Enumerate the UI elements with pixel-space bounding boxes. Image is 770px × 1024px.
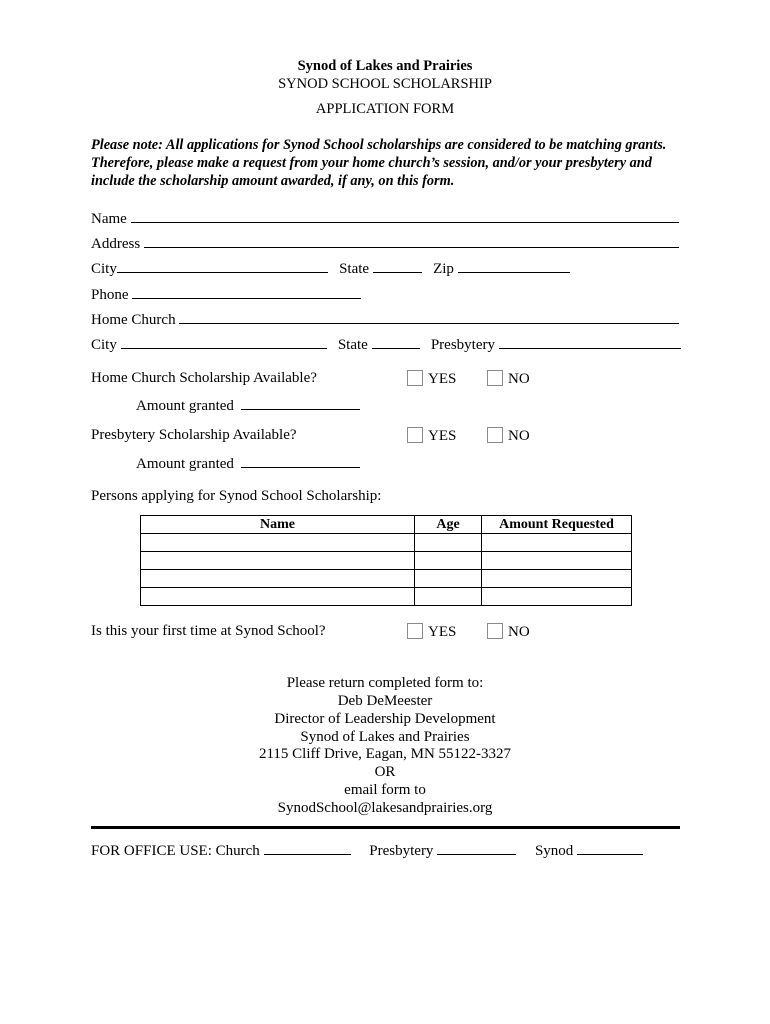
checkbox-icon[interactable] (407, 427, 423, 443)
office-synod-label: Synod (534, 843, 574, 859)
home-church-amount-row (136, 395, 360, 415)
home-church-row (91, 309, 679, 329)
email-label: email form to (344, 782, 426, 798)
checkbox-icon[interactable] (487, 427, 503, 443)
table-header-row (141, 516, 632, 534)
header-org: Synod of Lakes and Prairies (297, 58, 473, 74)
home-church-amount-field[interactable] (241, 395, 360, 410)
home-church-no-option[interactable] (487, 370, 530, 388)
checkbox-icon[interactable] (487, 623, 503, 639)
city-label: City (91, 261, 117, 277)
no-label: NO (508, 624, 530, 640)
home-church-yes-option[interactable] (407, 370, 456, 388)
presbytery-no-option[interactable] (487, 427, 530, 445)
address-row (91, 233, 679, 253)
office-use-row (91, 840, 643, 860)
office-church-field[interactable] (264, 840, 351, 855)
return-line: Please return completed form to: (286, 675, 484, 691)
column-header-age: Age (415, 516, 482, 534)
divider (91, 826, 680, 829)
contact-title: Director of Leadership Development (274, 711, 496, 727)
amount-granted-label: Amount granted (136, 398, 234, 414)
office-presbytery-label: Presbytery (369, 843, 434, 859)
checkbox-icon[interactable] (487, 370, 503, 386)
state-label: State (339, 261, 370, 277)
persons-table (140, 515, 632, 606)
contact-email[interactable]: SynodSchool@lakesandprairies.org (277, 800, 493, 816)
table-cell[interactable] (141, 534, 415, 552)
contact-address: 2115 Cliff Drive, Eagan, MN 55122-3327 (258, 746, 512, 762)
first-time-no-option[interactable] (487, 623, 530, 641)
first-time-yes-option[interactable] (407, 623, 456, 641)
city-field[interactable] (117, 258, 328, 273)
presbytery-scholarship-question: Presbytery Scholarship Available? (91, 427, 297, 443)
name-label: Name (91, 211, 127, 227)
church-city-row (91, 334, 681, 354)
address-label: Address (91, 236, 141, 252)
table-cell[interactable] (141, 570, 415, 588)
table-cell[interactable] (482, 570, 632, 588)
table-cell[interactable] (482, 534, 632, 552)
table-cell[interactable] (482, 588, 632, 606)
name-row (91, 208, 679, 228)
table-cell[interactable] (482, 552, 632, 570)
city-row (91, 258, 570, 278)
yes-label: YES (428, 624, 457, 640)
church-state-field[interactable] (372, 334, 420, 349)
church-city-label: City (91, 337, 117, 353)
column-header-amount: Amount Requested (482, 516, 632, 534)
yes-label: YES (428, 428, 457, 444)
yes-label: YES (428, 371, 457, 387)
checkbox-icon[interactable] (407, 623, 423, 639)
amount-granted-label: Amount granted (136, 456, 234, 472)
zip-field[interactable] (458, 258, 570, 273)
table-cell[interactable] (141, 588, 415, 606)
table-cell[interactable] (415, 552, 482, 570)
home-church-scholarship-question: Home Church Scholarship Available? (91, 370, 317, 386)
or-text: OR (374, 764, 396, 780)
zip-label: Zip (433, 261, 454, 277)
name-field[interactable] (131, 208, 679, 223)
persons-label: Persons applying for Synod School Scholarship: (91, 488, 382, 504)
header-form-title: APPLICATION FORM (315, 101, 455, 117)
presbytery-yes-option[interactable] (407, 427, 456, 445)
church-state-label: State (337, 337, 368, 353)
phone-row (91, 284, 361, 304)
table-cell[interactable] (415, 570, 482, 588)
presbytery-label: Presbytery (430, 337, 495, 353)
table-cell[interactable] (415, 534, 482, 552)
home-church-label: Home Church (91, 312, 176, 328)
header-program: SYNOD SCHOOL SCHOLARSHIP (278, 76, 492, 92)
checkbox-icon[interactable] (407, 370, 423, 386)
table-cell[interactable] (141, 552, 415, 570)
table-row (141, 552, 632, 570)
contact-org: Synod of Lakes and Prairies (300, 729, 470, 745)
table-row (141, 534, 632, 552)
contact-name: Deb DeMeester (337, 693, 433, 709)
phone-label: Phone (91, 287, 129, 303)
presbytery-field[interactable] (499, 334, 681, 349)
office-synod-field[interactable] (577, 840, 643, 855)
address-field[interactable] (144, 233, 679, 248)
church-city-field[interactable] (121, 334, 327, 349)
first-time-question: Is this your first time at Synod School? (91, 623, 326, 639)
home-church-field[interactable] (179, 309, 679, 324)
state-field[interactable] (373, 258, 422, 273)
presbytery-amount-field[interactable] (241, 453, 360, 468)
office-presbytery-field[interactable] (437, 840, 516, 855)
table-row (141, 570, 632, 588)
table-row (141, 588, 632, 606)
matching-grants-note: Please note: All applications for Synod School scholarships are considered to be matching grants. Therefore, please make a request from your home church’s session, and/or your presbytery and include the scholarship amount awarded, if any, on this form. (91, 137, 667, 189)
phone-field[interactable] (132, 284, 361, 299)
column-header-name: Name (141, 516, 415, 534)
presbytery-amount-row (136, 453, 360, 473)
no-label: NO (508, 428, 530, 444)
no-label: NO (508, 371, 530, 387)
office-church-label: FOR OFFICE USE: Church (91, 843, 260, 859)
table-cell[interactable] (415, 588, 482, 606)
